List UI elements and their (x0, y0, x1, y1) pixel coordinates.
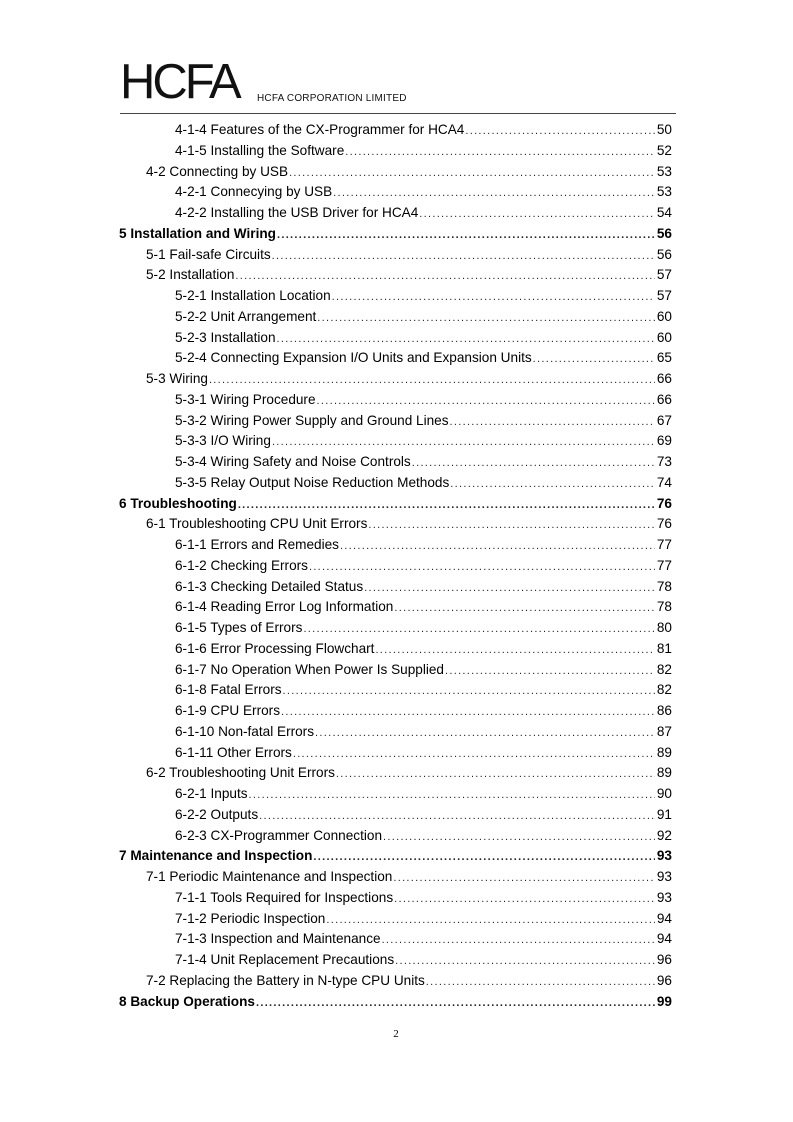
toc-entry-title: 6-1-9 CPU Errors (175, 703, 280, 718)
toc-entry-page: 96 (656, 952, 672, 967)
toc-leader-dots (393, 872, 655, 884)
toc-entry-page: 54 (656, 205, 672, 220)
toc-leader-dots (340, 540, 655, 552)
toc-leader-dots (333, 187, 655, 199)
toc-leader-dots (412, 457, 655, 469)
toc-entry[interactable] (118, 288, 672, 309)
toc-leader-dots (326, 914, 655, 926)
toc-entry-title: 5-3-4 Wiring Safety and Noise Controls (175, 454, 411, 469)
toc-entry[interactable] (118, 973, 672, 994)
toc-entry-page: 94 (656, 931, 672, 947)
toc-entry-page: 57 (656, 288, 672, 303)
toc-entry[interactable] (118, 350, 672, 371)
toc-entry-page: 53 (656, 163, 672, 179)
toc-entry-page: 57 (656, 267, 672, 283)
toc-leader-dots (336, 768, 655, 780)
toc-leader-dots (332, 291, 655, 303)
toc-entry-title: 7-2 Replacing the Battery in N-type CPU Units (146, 972, 425, 988)
toc-entry[interactable] (118, 413, 672, 434)
toc-entry-page: 99 (656, 993, 672, 1009)
toc-entry-title: 6-1-4 Reading Error Log Information (175, 599, 394, 615)
toc-entry[interactable] (118, 496, 672, 517)
toc-leader-dots (209, 374, 655, 386)
toc-entry-page: 60 (656, 329, 672, 345)
toc-entry[interactable] (118, 475, 672, 496)
toc-entry-page: 50 (656, 122, 672, 137)
toc-entry-title: 7-1-3 Inspection and Maintenance (175, 931, 381, 947)
toc-entry[interactable] (118, 371, 672, 392)
toc-entry[interactable] (118, 454, 672, 475)
toc-entry-title: 6-1-10 Non-fatal Errors (175, 723, 315, 739)
toc-leader-dots (277, 333, 656, 345)
toc-entry-page: 77 (656, 557, 672, 573)
toc-leader-dots (277, 229, 655, 241)
toc-leader-dots (445, 665, 655, 677)
toc-entry-title: 6-1-11 Other Errors (175, 744, 292, 760)
toc-entry[interactable] (118, 330, 672, 351)
toc-leader-dots (368, 519, 655, 531)
toc-leader-dots (394, 893, 655, 905)
header-divider (120, 113, 676, 114)
toc-leader-dots (395, 955, 655, 967)
toc-entry-title: 6-1-8 Fatal Errors (175, 682, 282, 698)
toc-entry[interactable] (118, 848, 672, 869)
toc-entry-title: 6-1-6 Error Processing Flowchart (175, 640, 375, 656)
toc-entry[interactable] (118, 620, 672, 641)
toc-entry[interactable] (118, 392, 672, 413)
toc-entry[interactable] (118, 952, 672, 973)
toc-leader-dots (345, 146, 655, 158)
company-name: HCFA CORPORATION LIMITED (257, 93, 407, 104)
toc-entry[interactable] (118, 828, 672, 849)
toc-entry-page: 82 (656, 682, 672, 698)
toc-entry[interactable] (118, 662, 672, 683)
toc-leader-dots (293, 748, 655, 760)
toc-leader-dots (238, 499, 655, 511)
toc-entry-page: 77 (656, 537, 672, 552)
toc-entry-page: 56 (656, 225, 672, 241)
toc-entry[interactable] (118, 641, 672, 662)
hcfa-logo (120, 55, 239, 109)
toc-leader-dots (303, 623, 655, 635)
toc-leader-dots (375, 644, 655, 656)
toc-leader-dots (309, 561, 655, 573)
toc-leader-dots (272, 250, 655, 262)
logo-wordmark: HCFA (120, 55, 239, 109)
toc-entry[interactable] (118, 122, 672, 143)
toc-entry[interactable] (118, 786, 672, 807)
toc-entry-page: 78 (656, 578, 672, 594)
toc-entry-page: 67 (656, 412, 672, 428)
toc-entry-page: 89 (656, 744, 672, 760)
toc-entry-page: 93 (656, 869, 672, 884)
toc-entry-title: 5-3-2 Wiring Power Supply and Ground Lines (175, 412, 449, 428)
toc-leader-dots (383, 831, 655, 843)
toc-entry-title: 7-1-4 Unit Replacement Precautions (175, 952, 395, 967)
toc-entry-title: 5-2-4 Connecting Expansion I/O Units and Expansion Units (175, 350, 532, 366)
toc-entry[interactable] (118, 558, 672, 579)
toc-entry[interactable] (118, 890, 672, 911)
toc-entry-page: 76 (656, 495, 672, 511)
toc-leader-dots (272, 436, 655, 448)
toc-entry-page: 93 (656, 848, 672, 864)
toc-leader-dots (283, 685, 655, 697)
toc-entry-title: 6-1-5 Types of Errors (175, 620, 303, 635)
toc-entry-title: 6-2-3 CX-Programmer Connection (175, 827, 383, 843)
toc-entry[interactable] (118, 579, 672, 600)
table-of-contents (118, 122, 672, 1014)
toc-entry-page: 91 (656, 806, 672, 822)
toc-leader-dots (317, 395, 655, 407)
toc-entry-title: 6-2 Troubleshooting Unit Errors (146, 765, 335, 781)
toc-entry-page: 89 (656, 765, 672, 781)
toc-entry-title: 6-1 Troubleshooting CPU Unit Errors (146, 516, 368, 532)
toc-entry-page: 53 (656, 184, 672, 200)
toc-entry-page: 90 (656, 786, 672, 801)
toc-entry[interactable] (118, 994, 672, 1015)
toc-entry-title: 4-1-5 Installing the Software (175, 142, 345, 158)
toc-entry-title: 7-1-1 Tools Required for Inspections (175, 889, 394, 905)
toc-entry[interactable] (118, 143, 672, 164)
toc-entry-title: 6-2-2 Outputs (175, 806, 259, 822)
toc-entry-title: 5-3 Wiring (146, 371, 208, 386)
toc-leader-dots (256, 997, 655, 1009)
toc-entry[interactable] (118, 537, 672, 558)
toc-leader-dots (315, 727, 655, 739)
toc-entry[interactable] (118, 267, 672, 288)
toc-leader-dots (465, 125, 655, 137)
toc-entry-title: 6-1-3 Checking Detailed Status (175, 578, 364, 594)
toc-entry-page: 93 (656, 889, 672, 905)
toc-entry-title: 8 Backup Operations (119, 993, 255, 1009)
toc-entry-title: 7-1 Periodic Maintenance and Inspection (146, 869, 393, 884)
toc-entry[interactable] (118, 516, 672, 537)
toc-leader-dots (450, 478, 655, 490)
toc-entry-title: 5-2 Installation (146, 267, 235, 283)
toc-leader-dots (533, 353, 655, 365)
toc-entry-page: 96 (656, 972, 672, 988)
toc-leader-dots (426, 976, 655, 988)
toc-entry-title: 4-2-2 Installing the USB Driver for HCA4 (175, 205, 419, 220)
toc-entry-title: 6-1-1 Errors and Remedies (175, 537, 339, 552)
toc-entry-page: 81 (656, 640, 672, 656)
toc-entry-title: 7-1-2 Periodic Inspection (175, 910, 326, 926)
toc-entry-page: 78 (656, 599, 672, 615)
toc-entry-page: 73 (656, 454, 672, 469)
toc-entry-page: 82 (656, 661, 672, 677)
toc-entry-title: 5 Installation and Wiring (119, 225, 276, 241)
toc-entry-page: 56 (656, 246, 672, 262)
toc-leader-dots (317, 312, 655, 324)
toc-entry[interactable] (118, 226, 672, 247)
toc-entry-page: 86 (656, 703, 672, 718)
toc-entry-title: 5-3-5 Relay Output Noise Reduction Methods (175, 474, 450, 490)
toc-entry-page: 87 (656, 723, 672, 739)
toc-entry[interactable] (118, 433, 672, 454)
toc-entry-title: 5-3-3 I/O Wiring (175, 433, 271, 449)
toc-entry[interactable] (118, 164, 672, 185)
toc-entry-page: 80 (656, 620, 672, 635)
toc-leader-dots (450, 416, 655, 428)
toc-leader-dots (382, 934, 655, 946)
toc-entry-title: 6-1-7 No Operation When Power Is Supplied (175, 661, 444, 677)
toc-entry-title: 5-2-2 Unit Arrangement (175, 308, 317, 324)
toc-entry[interactable] (118, 309, 672, 330)
toc-leader-dots (313, 851, 655, 863)
toc-entry-page: 76 (656, 516, 672, 532)
toc-entry[interactable] (118, 703, 672, 724)
toc-entry[interactable] (118, 184, 672, 205)
toc-entry-page: 69 (656, 433, 672, 449)
toc-entry[interactable] (118, 205, 672, 226)
toc-leader-dots (419, 208, 655, 220)
toc-entry[interactable] (118, 247, 672, 268)
toc-entry-title: 4-2-1 Connecying by USB (175, 184, 333, 200)
toc-entry-page: 74 (656, 474, 672, 490)
page-header (120, 55, 676, 114)
toc-entry[interactable] (118, 682, 672, 703)
toc-entry-page: 52 (656, 142, 672, 158)
toc-entry[interactable] (118, 911, 672, 932)
toc-entry-title: 6-2-1 Inputs (175, 786, 248, 801)
toc-entry-page: 92 (656, 827, 672, 843)
toc-entry-title: 7 Maintenance and Inspection (119, 848, 313, 864)
toc-entry-page: 66 (656, 391, 672, 407)
toc-entry-title: 5-2-1 Installation Location (175, 288, 331, 303)
toc-entry-title: 6 Troubleshooting (119, 495, 237, 511)
toc-entry[interactable] (118, 807, 672, 828)
toc-leader-dots (235, 270, 655, 282)
toc-entry-page: 94 (656, 910, 672, 926)
toc-entry-page: 65 (656, 350, 672, 366)
toc-leader-dots (259, 810, 655, 822)
toc-entry[interactable] (118, 745, 672, 766)
toc-entry[interactable] (118, 724, 672, 745)
toc-entry-title: 5-1 Fail-safe Circuits (146, 246, 271, 262)
toc-entry[interactable] (118, 765, 672, 786)
toc-leader-dots (364, 582, 655, 594)
toc-leader-dots (281, 706, 655, 718)
toc-entry-title: 4-2 Connecting by USB (146, 163, 289, 179)
toc-entry-title: 6-1-2 Checking Errors (175, 557, 308, 573)
toc-entry-title: 4-1-4 Features of the CX-Programmer for HCA4 (175, 122, 465, 137)
toc-entry[interactable] (118, 869, 672, 890)
toc-entry-title: 5-2-3 Installation (175, 329, 276, 345)
toc-entry[interactable] (118, 599, 672, 620)
toc-leader-dots (249, 789, 655, 801)
page-number: 2 (393, 1028, 399, 1040)
toc-leader-dots (394, 602, 655, 614)
toc-entry-title: 5-3-1 Wiring Procedure (175, 391, 316, 407)
toc-entry-page: 66 (656, 371, 672, 386)
toc-entry[interactable] (118, 931, 672, 952)
toc-leader-dots (289, 167, 655, 179)
toc-entry-page: 60 (656, 308, 672, 324)
